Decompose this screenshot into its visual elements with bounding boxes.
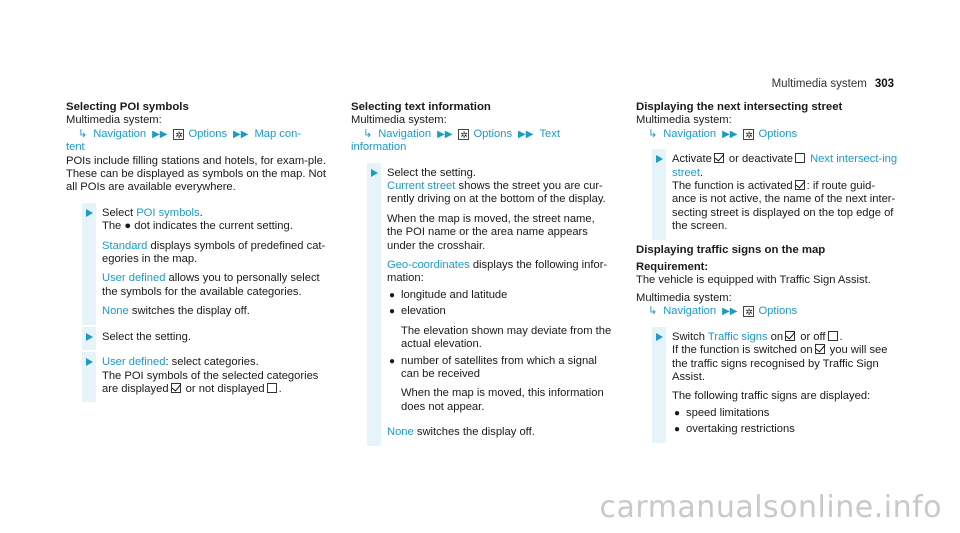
select-setting-text: Select the setting. [102, 330, 191, 343]
path-options[interactable]: Options [758, 305, 798, 318]
off-text: or off [797, 330, 826, 343]
list-item: ● longitude and latitude [389, 288, 508, 301]
option-user-defined-2[interactable]: User defined [102, 356, 166, 369]
step-arrow-icon [86, 358, 93, 366]
step-arrow-icon [656, 333, 663, 341]
option-standard[interactable]: Standard [102, 239, 148, 252]
settings-icon: ✲ [745, 307, 753, 318]
option-standard-desc: displays symbols of predefined cat-egories in the map. [102, 239, 326, 266]
menu-path [66, 128, 328, 141]
step-switch-traffic-signs [636, 331, 898, 437]
checkbox-checked-icon [714, 153, 724, 163]
path-map-content[interactable]: Map con- [254, 127, 302, 140]
option-geo-coordinates[interactable]: Geo-coordinates [387, 259, 470, 272]
path-separator-icon: ▶▶ [233, 128, 249, 140]
step-arrow-icon [86, 333, 93, 341]
checkbox-empty-icon [795, 153, 805, 163]
checkbox-empty-icon [828, 331, 838, 341]
period: . [278, 382, 282, 395]
function-activated-text: The function is activated [672, 180, 793, 193]
requirement-label: Requirement: [636, 261, 709, 274]
list-item-text: speed limitations [686, 406, 770, 419]
current-setting-note: The ● dot indicates the current setting. [102, 220, 293, 233]
column-text-information [351, 101, 613, 440]
page-header [772, 78, 894, 90]
step-select-poi-symbols [66, 207, 328, 319]
poi-intro-text: POIs include filling stations and hotels, for exam-ple. These can be displayed as symbols on the map. Not all POIs are available everywhere. [66, 154, 326, 194]
path-separator-icon: ▶▶ [437, 128, 453, 140]
geo-coordinates-desc: displays the following infor-mation: [387, 259, 608, 285]
option-none[interactable]: None [387, 426, 414, 439]
switched-on-text: If the function is switched on [672, 344, 813, 357]
path-separator-icon: ▶▶ [722, 128, 738, 140]
heading-next-intersecting-street: Displaying the next intersecting street [636, 101, 843, 113]
select-categories-text: : select categories. [165, 356, 259, 369]
period: . [839, 330, 843, 343]
option-user-defined-desc: allows you to personally select the symbols for the available categories. [102, 272, 320, 298]
path-separator-icon: ▶▶ [152, 128, 168, 140]
menu-path [636, 128, 898, 141]
step-user-defined [66, 356, 328, 396]
current-street-desc: shows the street you are cur-rently driving on at the bottom of the display. [387, 180, 606, 206]
function-activated-desc: : if route guid-ance is not active, the name of the next inter-secting street is displayed on the top edge of the screen. [672, 180, 896, 233]
settings-icon: ✲ [460, 129, 468, 140]
option-none[interactable]: None [102, 305, 129, 318]
option-poi-symbols[interactable]: POI symbols [136, 206, 200, 219]
requirement-text: The vehicle is equipped with Traffic Sign Assist. [636, 274, 871, 287]
path-options[interactable]: Options [473, 127, 513, 140]
menu-path [351, 128, 613, 141]
watermark: carmanualsonline.info [599, 490, 942, 525]
path-map-content-cont[interactable]: tent [66, 141, 85, 154]
path-separator-icon: ▶▶ [518, 128, 534, 140]
list-item: ● speed limitations [674, 406, 770, 419]
map-moved-note: When the map is moved, the street name, the POI name or the area name appears under the crosshair. [387, 212, 595, 252]
list-item-text: longitude and latitude [401, 288, 508, 301]
list-item: ● overtaking restrictions [674, 423, 795, 436]
path-arrow-icon: ↳ [648, 127, 658, 140]
step-select-text-setting [351, 167, 613, 440]
step-arrow-icon [86, 209, 93, 217]
option-current-street[interactable]: Current street [387, 180, 456, 193]
satellites-note: When the map is moved, this information does not appear. [401, 387, 604, 413]
option-none-desc: switches the display off. [128, 305, 250, 318]
path-text[interactable]: Text [539, 127, 560, 140]
heading-selecting-poi-symbols: Selecting POI symbols [66, 101, 189, 113]
select-setting-text: Select the setting. [387, 166, 476, 179]
step-select-setting [66, 331, 328, 344]
step-arrow-icon [656, 155, 663, 163]
system-label: Multimedia system: [66, 114, 162, 127]
path-navigation[interactable]: Navigation [378, 127, 432, 140]
switch-text: Switch [672, 330, 708, 343]
signs-displayed-text: The following traffic signs are displayed: [672, 390, 871, 403]
system-label: Multimedia system: [636, 291, 732, 304]
checkbox-empty-icon [267, 383, 277, 393]
switched-on-desc: you will see the traffic signs recognised by Traffic Sign Assist. [672, 344, 888, 383]
list-item-text: number of satellites from which a signal can be received [401, 354, 597, 380]
list-item: ● elevation The elevation shown may deviate from the actual elevation. [389, 305, 612, 351]
system-label: Multimedia system: [351, 114, 447, 127]
list-item-text: elevation [401, 305, 446, 318]
categories-displayed-text: The POI symbols of the selected categories are displayed [102, 369, 319, 395]
not-displayed-text: or not displayed [182, 382, 265, 395]
on-text: on [767, 330, 784, 343]
option-user-defined[interactable]: User defined [102, 272, 166, 285]
checkbox-checked-icon [815, 344, 825, 354]
path-arrow-icon: ↳ [648, 305, 658, 318]
settings-icon: ✲ [745, 129, 753, 140]
column-poi-symbols [66, 101, 328, 396]
path-navigation[interactable]: Navigation [663, 127, 717, 140]
page-number: 303 [874, 78, 894, 90]
deactivate-text: or deactivate [725, 153, 793, 166]
system-label: Multimedia system: [636, 114, 732, 127]
step-text: Select [102, 206, 137, 219]
section-title: Multimedia system [771, 78, 867, 90]
checkbox-checked-icon [795, 180, 805, 190]
step-activate-intersecting-street [636, 153, 898, 233]
activate-text: Activate [672, 153, 712, 166]
path-navigation[interactable]: Navigation [93, 127, 147, 140]
path-information[interactable]: information [351, 141, 407, 154]
settings-icon: ✲ [175, 129, 183, 140]
heading-traffic-signs: Displaying traffic signs on the map [636, 243, 826, 256]
checkbox-checked-icon [785, 331, 795, 341]
path-options[interactable]: Options [188, 127, 228, 140]
path-options[interactable]: Options [758, 127, 798, 140]
list-item-text: overtaking restrictions [686, 423, 795, 436]
step-arrow-icon [371, 169, 378, 177]
elevation-note: The elevation shown may deviate from the actual elevation. [401, 324, 612, 351]
path-separator-icon: ▶▶ [722, 306, 738, 318]
heading-selecting-text-information: Selecting text information [351, 101, 491, 113]
option-none-desc: switches the display off. [413, 426, 535, 439]
path-arrow-icon: ↳ [78, 127, 88, 140]
option-traffic-signs[interactable]: Traffic signs [707, 330, 768, 343]
period: . [699, 166, 704, 179]
step-text-end: . [199, 206, 203, 219]
path-navigation[interactable]: Navigation [663, 305, 717, 318]
column-intersecting-street [636, 101, 898, 437]
menu-path [636, 305, 898, 318]
path-arrow-icon: ↳ [363, 127, 373, 140]
list-item: ● number of satellites from which a signal can be received When the map is moved, this information does not appear. [387, 355, 613, 415]
checkbox-checked-icon [171, 383, 181, 393]
option-next-intersecting-street[interactable]: Next intersect-ing street [672, 153, 898, 179]
